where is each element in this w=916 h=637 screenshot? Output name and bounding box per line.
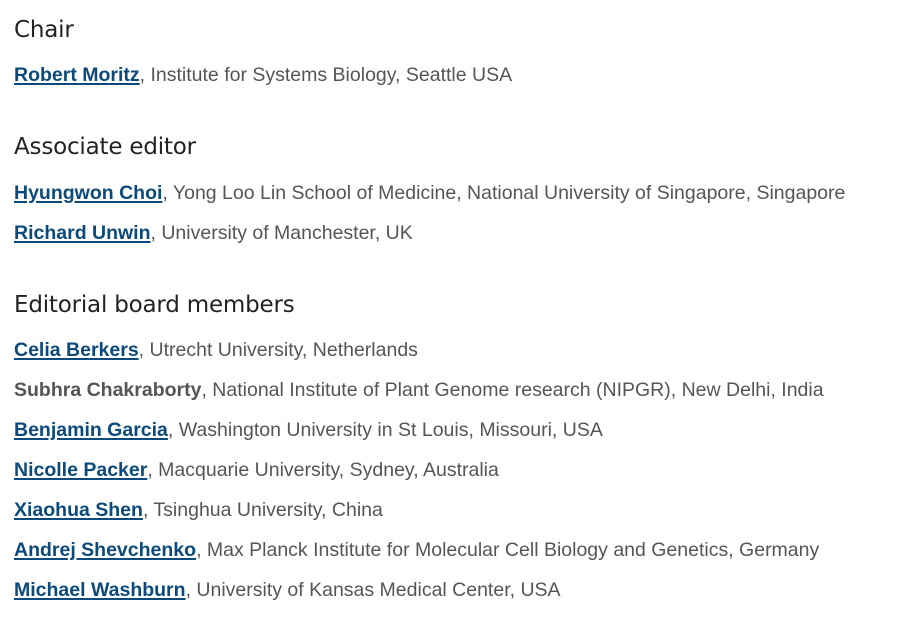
- member-affiliation: , Max Planck Institute for Molecular Cell Biology and Genetics, Germany: [196, 539, 820, 561]
- list-item: [14, 220, 845, 260]
- list-item: [14, 497, 824, 537]
- section-heading-chair: Chair: [14, 17, 74, 43]
- member-link[interactable]: Celia Berkers: [14, 339, 139, 361]
- list-item: [14, 537, 824, 577]
- list-item: [14, 377, 824, 417]
- section-heading-associate-editor: Associate editor: [14, 134, 196, 160]
- member-link[interactable]: Michael Washburn: [14, 579, 186, 601]
- member-affiliation: , Institute for Systems Biology, Seattle USA: [139, 64, 513, 86]
- section-heading-editorial-board-members: Editorial board members: [14, 292, 295, 318]
- editorial-board-list: [14, 337, 824, 617]
- list-item: [14, 62, 512, 102]
- member-affiliation: , University of Manchester, UK: [150, 222, 413, 244]
- member-name: Subhra Chakraborty: [14, 379, 202, 401]
- list-item: [14, 337, 824, 377]
- list-item: [14, 417, 824, 457]
- member-link[interactable]: Robert Moritz: [14, 64, 140, 86]
- chair-list: [14, 62, 512, 102]
- member-affiliation: , Macquarie University, Sydney, Australia: [147, 459, 499, 481]
- member-affiliation: , Washington University in St Louis, Missouri, USA: [167, 419, 603, 441]
- member-link[interactable]: Nicolle Packer: [14, 459, 148, 481]
- member-affiliation: , Utrecht University, Netherlands: [138, 339, 418, 361]
- member-affiliation: , University of Kansas Medical Center, USA: [185, 579, 561, 601]
- member-affiliation: , Tsinghua University, China: [142, 499, 383, 521]
- member-affiliation: , National Institute of Plant Genome research (NIPGR), New Delhi, India: [201, 379, 824, 401]
- member-link[interactable]: Hyungwon Choi: [14, 182, 163, 204]
- member-affiliation: , Yong Loo Lin School of Medicine, National University of Singapore, Singapore: [162, 182, 846, 204]
- member-link[interactable]: Benjamin Garcia: [14, 419, 168, 441]
- member-link[interactable]: Richard Unwin: [14, 222, 151, 244]
- member-link[interactable]: Andrej Shevchenko: [14, 539, 197, 561]
- list-item: [14, 180, 845, 220]
- associate-editor-list: [14, 180, 845, 260]
- list-item: [14, 457, 824, 497]
- member-link[interactable]: Xiaohua Shen: [14, 499, 143, 521]
- list-item: [14, 577, 824, 617]
